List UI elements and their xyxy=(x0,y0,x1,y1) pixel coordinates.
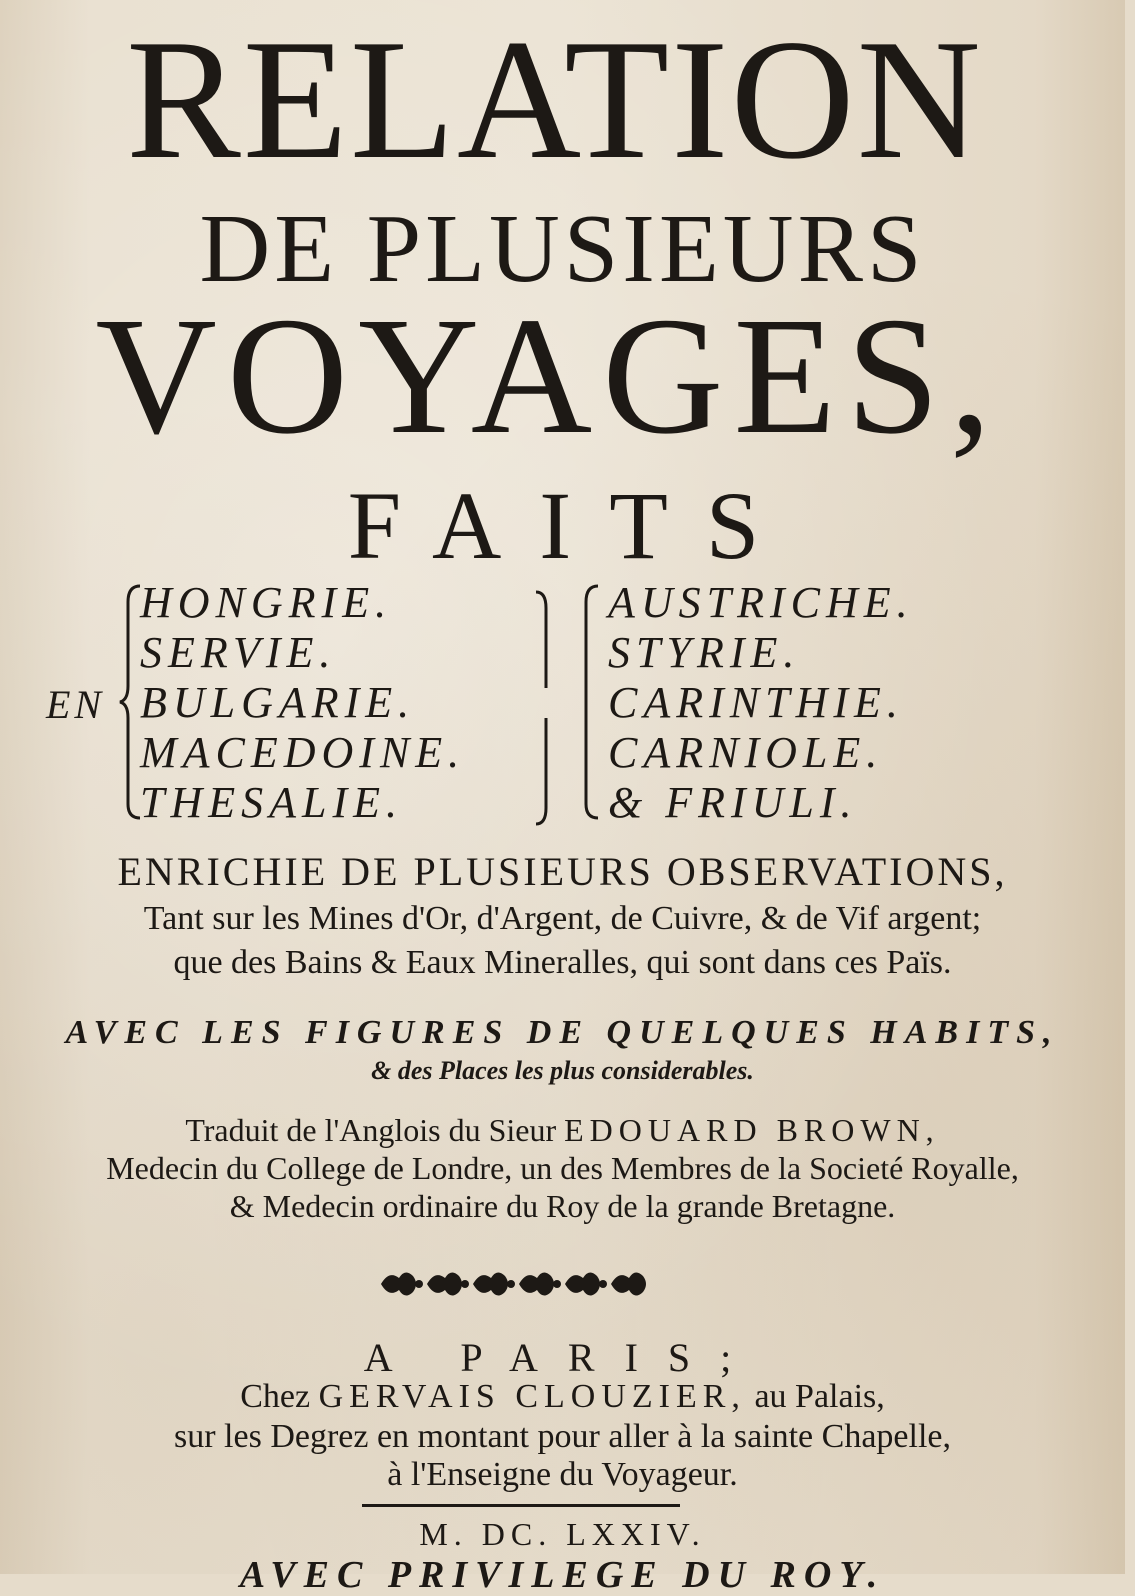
printer-name: GERVAIS CLOUZIER, xyxy=(318,1378,746,1415)
region-item: AUSTRICHE. xyxy=(608,578,914,627)
publication-date: M. DC. LXXIV. xyxy=(419,1516,706,1552)
translator-line-1 xyxy=(0,1114,1125,1146)
regions-left-column xyxy=(140,578,465,828)
region-item: CARNIOLE. xyxy=(608,728,884,777)
figures-line-2: & des Places les plus considerables. xyxy=(371,1056,754,1085)
region-item: CARINTHIE. xyxy=(608,678,904,727)
imprint-palais: au Palais, xyxy=(754,1378,885,1415)
regions-prefix: EN xyxy=(46,682,106,727)
fleuron-ornament-icon xyxy=(375,1266,655,1302)
subtitle-line-1: ENRICHIE DE PLUSIEURS OBSERVATIONS, xyxy=(117,849,1008,894)
imprint-line-2 xyxy=(0,1380,1125,1414)
imprint-line-4: à l'Enseigne du Voyageur. xyxy=(387,1456,738,1493)
regions-right-column xyxy=(608,578,914,828)
regions-block xyxy=(0,574,1125,834)
title-line-relation: RELATION xyxy=(126,5,983,195)
figures-line-1: AVEC LES FIGURES DE QUELQUES HABITS, xyxy=(65,1014,1060,1051)
privilege-line: AVEC PRIVILEGE DU ROY. xyxy=(239,1554,886,1596)
region-item: MACEDOINE. xyxy=(140,728,466,777)
translator-line-2: Medecin du College de Londre, un des Membres de la Societé Royalle, xyxy=(106,1150,1019,1186)
imprint-chez: Chez xyxy=(240,1378,311,1415)
subtitle-line-2: Tant sur les Mines d'Or, d'Argent, de Cuivre, & de Vif argent; xyxy=(143,900,982,937)
imprint-line-3: sur les Degrez en montant pour aller à la sainte Chapelle, xyxy=(174,1418,951,1455)
imprint-city: A PARIS; xyxy=(363,1335,762,1380)
region-item: THESALIE. xyxy=(140,778,403,827)
translator-line-3: & Medecin ordinaire du Roy de la grande Bretagne. xyxy=(229,1188,896,1224)
region-item: HONGRIE. xyxy=(140,578,393,627)
subtitle-line-3: que des Bains & Eaux Mineralles, qui sont dans ces Païs. xyxy=(173,944,952,981)
middle-brace-right xyxy=(532,588,556,828)
right-brace xyxy=(576,582,602,822)
title-line-de-plusieurs: DE PLUSIEURS xyxy=(199,195,926,303)
region-item: BULGARIE. xyxy=(140,678,416,727)
author-name: EDOUARD BROWN, xyxy=(564,1112,940,1148)
region-item: & FRIULI. xyxy=(608,778,858,827)
region-item: STYRIE. xyxy=(608,628,801,677)
horizontal-rule xyxy=(362,1504,680,1507)
title-line-faits: FAITS xyxy=(347,472,798,579)
region-item: SERVIE. xyxy=(140,628,337,677)
translator-prefix: Traduit de l'Anglois du Sieur xyxy=(185,1112,557,1148)
title-line-voyages: VOYAGES, xyxy=(95,283,1002,469)
